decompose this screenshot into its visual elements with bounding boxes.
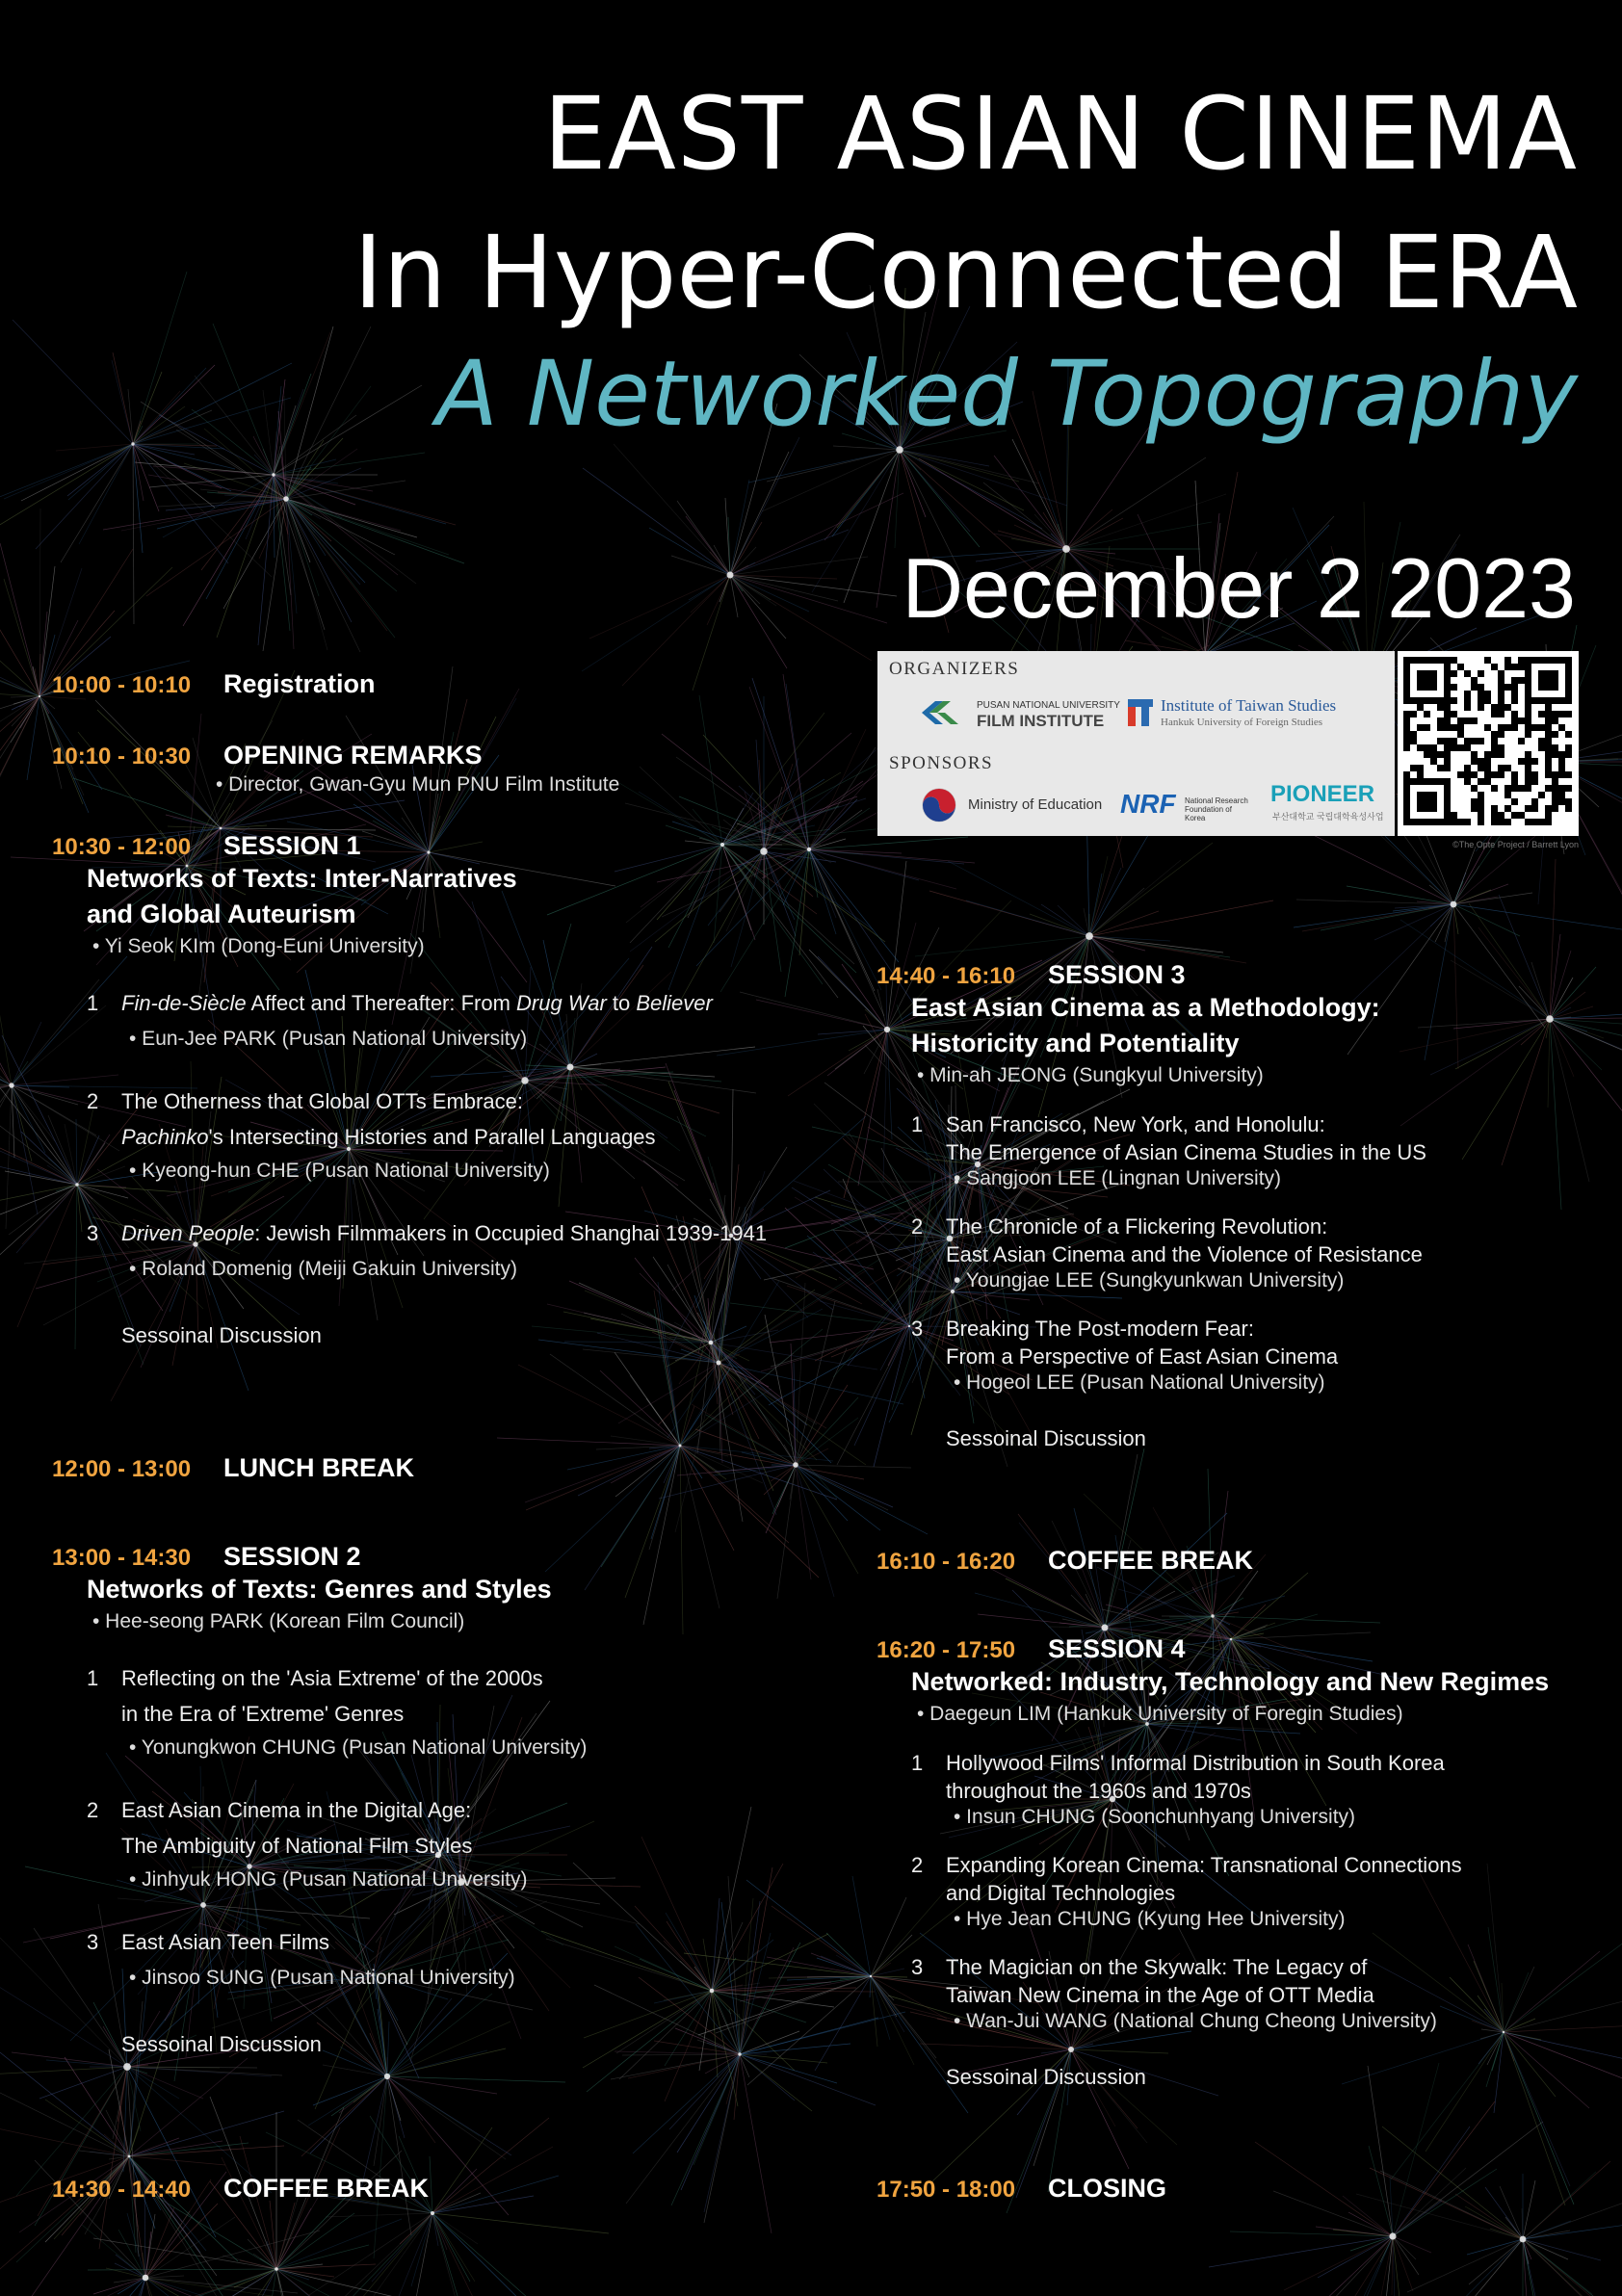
label: OPENING REMARKS (223, 741, 483, 770)
session-title: and Global Auteurism (87, 900, 356, 928)
time: 13:00 - 14:30 (52, 1545, 192, 1571)
session-4 (876, 1635, 1609, 2091)
time: 12:00 - 13:00 (52, 1456, 192, 1482)
pnu-line2: FILM INSTITUTE (977, 712, 1105, 730)
label: COFFEE BREAK (1048, 1546, 1254, 1575)
label: Registration (223, 669, 376, 698)
label: SESSION 2 (223, 1542, 361, 1571)
session-3 (876, 961, 1589, 1452)
presenter: • Sangjoon LEE (Lingnan University) (954, 1167, 1282, 1189)
time: 10:10 - 10:30 (52, 744, 192, 770)
sponsor-logos (877, 651, 1395, 836)
image-credit: ©The Opte Project / Barrett Lyon (1452, 840, 1579, 849)
paper: 3 Driven People: Jewish Filmmakers in Occupied Shanghai 1939-1941 • Roland Domenig (Meiji Gakuin University) (87, 1219, 823, 1283)
paper: 3 East Asian Teen Films • Jinsoo SUNG (Pusan National University) (87, 1928, 823, 1992)
closing-row (876, 2175, 1166, 2204)
label: COFFEE BREAK (223, 2174, 430, 2203)
time: 14:40 - 16:10 (876, 963, 1016, 989)
event-date: December 2 2023 (902, 540, 1576, 636)
paper: 1 Reflecting on the 'Asia Extreme' of the 2000s in the Era of 'Extreme' Genres • Yonungkwon CHUNG (Pusan National University) (87, 1664, 823, 1761)
label: SESSION 1 (223, 831, 361, 860)
discussion: Sessoinal Discussion (121, 1323, 322, 1347)
presenter: • Hogeol LEE (Pusan National University) (954, 1371, 1325, 1394)
time: 10:30 - 12:00 (52, 834, 192, 860)
coffee-break-row-2 (876, 1547, 1253, 1576)
sponsor-panel (877, 651, 1579, 849)
moe-emblem-icon (922, 788, 956, 822)
label: SESSION 3 (1048, 960, 1186, 989)
chair: • Yi Seok KIm (Dong-Euni University) (92, 935, 425, 957)
paper: 2 The Chronicle of a Flickering Revolution: East Asian Cinema and the Violence of Resistance • Youngjae LEE (Sungkyunkwan University) (911, 1213, 1589, 1293)
presenter: • Wan-Jui WANG (National Chung Cheong University) (954, 2010, 1437, 2032)
paper: 2 The Otherness that Global OTTs Embrace: Pachinko's Intersecting Histories and Parallel Languages • Kyeong-hun CHE (Pusan National University) (87, 1087, 823, 1185)
pnu-logo-icon (922, 699, 960, 724)
paper: 1 Hollywood Films' Informal Distribution in South Korea throughout the 1960s and 1970s • Insun CHUNG (Soonchunhyang University) (911, 1749, 1609, 1830)
label: LUNCH BREAK (223, 1453, 414, 1482)
chair: • Daegeun LIM (Hankuk University of Foregin Studies) (917, 1703, 1403, 1725)
time: 14:30 - 14:40 (52, 2177, 192, 2203)
coffee-break-row (52, 2175, 429, 2204)
qr-code-icon (1398, 651, 1579, 836)
paper: 2 Expanding Korean Cinema: Transnational Connections and Digital Technologies • Hye Jean CHUNG (Kyung Hee University) (911, 1851, 1609, 1932)
paper: 2 East Asian Cinema in the Digital Age: The Ambiguity of National Film Styles • Jinhyuk HONG (Pusan National University) (87, 1796, 823, 1893)
session-1 (52, 832, 823, 1349)
paper: 3 Breaking The Post-modern Fear: From a Perspective of East Asian Cinema • Hogeol LEE (Pusan National University) (911, 1315, 1589, 1396)
discussion: Sessoinal Discussion (121, 2032, 322, 2056)
title-line-2: In Hyper-Connected ERA (353, 214, 1578, 331)
session-title: Networks of Texts: Genres and Styles (87, 1575, 552, 1604)
presenter: • Jinhyuk HONG (Pusan National University) (129, 1868, 528, 1891)
opening-remarks-row (52, 742, 619, 798)
presenter: • Yonungkwon CHUNG (Pusan National University) (129, 1736, 588, 1759)
organizers-label: ORGANIZERS (889, 659, 1020, 679)
lunch-break-row (52, 1454, 414, 1483)
label: CLOSING (1048, 2174, 1167, 2203)
presenter: • Kyeong-hun CHE (Pusan National University) (129, 1160, 550, 1182)
chair: • Hee-seong PARK (Korean Film Council) (92, 1610, 465, 1632)
moe-text: Ministry of Education (968, 796, 1103, 813)
paper: 1 Fin-de-Siècle Affect and Thereafter: From Drug War to Believer • Eun-Jee PARK (Pusan National University) (87, 989, 823, 1053)
presenter: • Hye Jean CHUNG (Kyung Hee University) (954, 1908, 1346, 1930)
its-line1: Institute of Taiwan Studies (1161, 696, 1337, 715)
presenter: • Jinsoo SUNG (Pusan National University) (129, 1967, 515, 1989)
title-line-1: EAST ASIAN CINEMA (543, 75, 1578, 193)
session-title: Historicity and Potentiality (911, 1029, 1240, 1057)
pioneer-sub: 부산대학교 국립대학육성사업 (1272, 812, 1384, 822)
its-line2: Hankuk University of Foreign Studies (1161, 717, 1323, 728)
sponsors-label: SPONSORS (889, 753, 994, 773)
time: 10:00 - 10:10 (52, 672, 192, 698)
pioneer-logo: PIONEER (1270, 781, 1375, 807)
presenter: • Eun-Jee PARK (Pusan National University) (129, 1028, 528, 1050)
presenter: • Insun CHUNG (Soonchunhyang University) (954, 1806, 1356, 1828)
session-title: East Asian Cinema as a Methodology: (911, 993, 1380, 1022)
paper: 1 San Francisco, New York, and Honolulu: The Emergence of Asian Cinema Studies in the US • Sangjoon LEE (Lingnan University) (911, 1110, 1589, 1191)
speaker: • Director, Gwan-Gyu Mun PNU Film Institute (216, 773, 620, 796)
session-title: Networks of Texts: Inter-Narratives (87, 864, 517, 893)
time: 17:50 - 18:00 (876, 2177, 1016, 2203)
presenter: • Youngjae LEE (Sungkyunkwan University) (954, 1269, 1345, 1292)
qr-code[interactable] (1398, 651, 1579, 836)
nrf-logo: NRF (1120, 789, 1176, 819)
session-title: Networked: Industry, Technology and New Regimes (911, 1667, 1550, 1696)
registration-row (52, 670, 376, 699)
subtitle: A Networked Topography (435, 342, 1578, 447)
discussion: Sessoinal Discussion (946, 2065, 1146, 2089)
chair: • Min-ah JEONG (Sungkyul University) (917, 1064, 1264, 1086)
session-2 (52, 1543, 823, 2058)
label: SESSION 4 (1048, 1634, 1186, 1663)
paper: 3 The Magician on the Skywalk: The Legacy of Taiwan New Cinema in the Age of OTT Media • Wan-Jui WANG (National Chung Cheong University) (911, 1953, 1609, 2034)
discussion: Sessoinal Discussion (946, 1426, 1146, 1450)
its-logo-icon (1128, 697, 1155, 728)
nrf-sub: National Research Foundation of Korea (1185, 796, 1248, 822)
time: 16:20 - 17:50 (876, 1637, 1016, 1663)
presenter: • Roland Domenig (Meiji Gakuin University) (129, 1258, 517, 1280)
time: 16:10 - 16:20 (876, 1549, 1016, 1575)
pnu-line1: PUSAN NATIONAL UNIVERSITY (977, 700, 1120, 711)
